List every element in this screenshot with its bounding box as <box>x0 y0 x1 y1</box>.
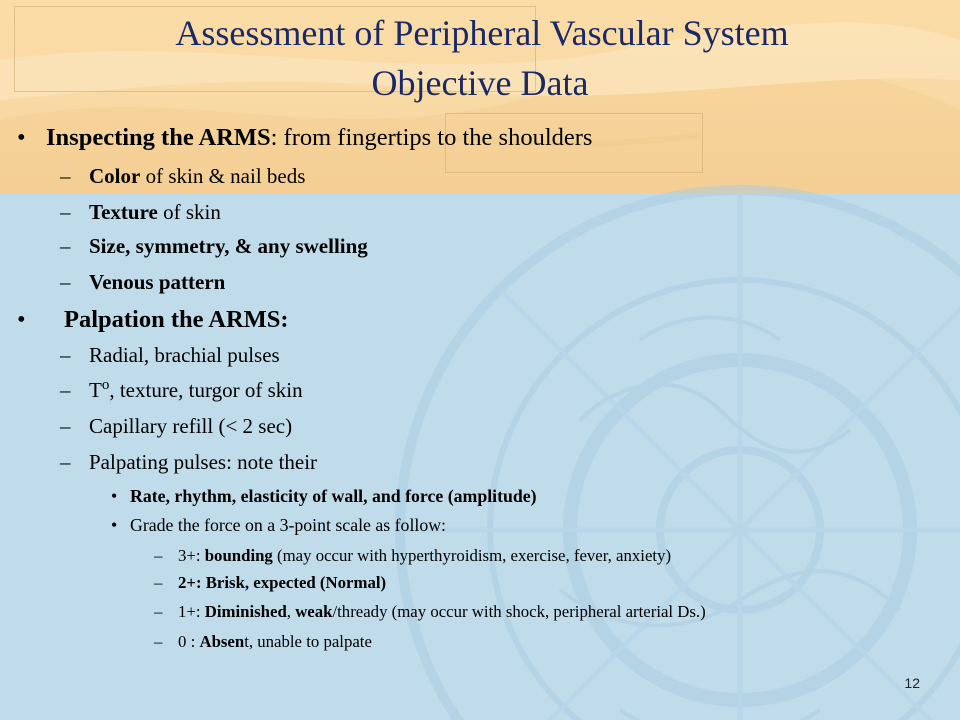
palpate-lead-bold: Palpation the ARMS: <box>64 306 289 333</box>
dash-marker: – <box>60 164 71 188</box>
palpate-subitem: • Rate, rhythm, elasticity of wall, and force (amplitude) <box>111 486 537 506</box>
palpate-item: – $T^o$, texture, turgor of skin <box>60 377 303 402</box>
dash-marker: – <box>60 200 71 224</box>
inspect-item: – Venous pattern <box>60 270 226 294</box>
grade-item: – 0 : Absent, unable to palpate <box>154 632 372 651</box>
palpate-item: – Radial, brachial pulses <box>60 343 280 367</box>
dash-marker: – <box>154 573 163 592</box>
inspect-item: – Color of skin & nail beds <box>60 164 306 188</box>
inspect-lead-bold: Inspecting the ARMS <box>46 124 271 151</box>
dash-marker: – <box>154 632 163 651</box>
dash-marker: – <box>60 234 71 258</box>
bullet-marker: • <box>17 124 26 151</box>
dash-marker: – <box>60 414 71 438</box>
dash-marker: – <box>60 450 71 474</box>
inspect-item: – Size, symmetry, & any swelling <box>60 234 368 258</box>
inspect-lead-rest: : from fingertips to the shoulders <box>270 124 593 151</box>
bullet-marker: • <box>111 486 118 506</box>
slide-title-line-2: Objective Data <box>371 63 589 103</box>
slide-title-line-1: Assessment of Peripheral Vascular System <box>175 13 789 53</box>
grade-item: – 1+: Diminished, weak/thready (may occur with shock, peripheral arterial Ds.) <box>154 602 706 621</box>
bullet-inspecting-arms <box>17 124 592 152</box>
page-number: 12 <box>904 675 920 691</box>
palpate-subitem: • Grade the force on a 3-point scale as follow: <box>111 515 446 535</box>
bullet-marker: • <box>17 306 26 333</box>
palpate-item: – Palpating pulses: note their <box>60 450 318 474</box>
compass-rose-watermark <box>380 170 960 720</box>
inspect-item: – Texture of skin <box>60 200 221 224</box>
dash-marker: – <box>60 270 71 294</box>
degree-superscript: o <box>101 377 110 393</box>
dash-marker: – <box>154 602 163 621</box>
dash-marker: – <box>60 343 71 367</box>
dash-marker: – <box>154 546 163 565</box>
bullet-palpation-arms <box>17 306 289 334</box>
dash-marker: – <box>60 378 71 402</box>
palpate-item: – Capillary refill (< 2 sec) <box>60 414 293 438</box>
bullet-marker: • <box>111 515 118 535</box>
grade-item: – 2+: Brisk, expected (Normal) <box>154 573 387 592</box>
grade-item: – 3+: bounding (may occur with hyperthyroidism, exercise, fever, anxiety) <box>154 546 672 565</box>
